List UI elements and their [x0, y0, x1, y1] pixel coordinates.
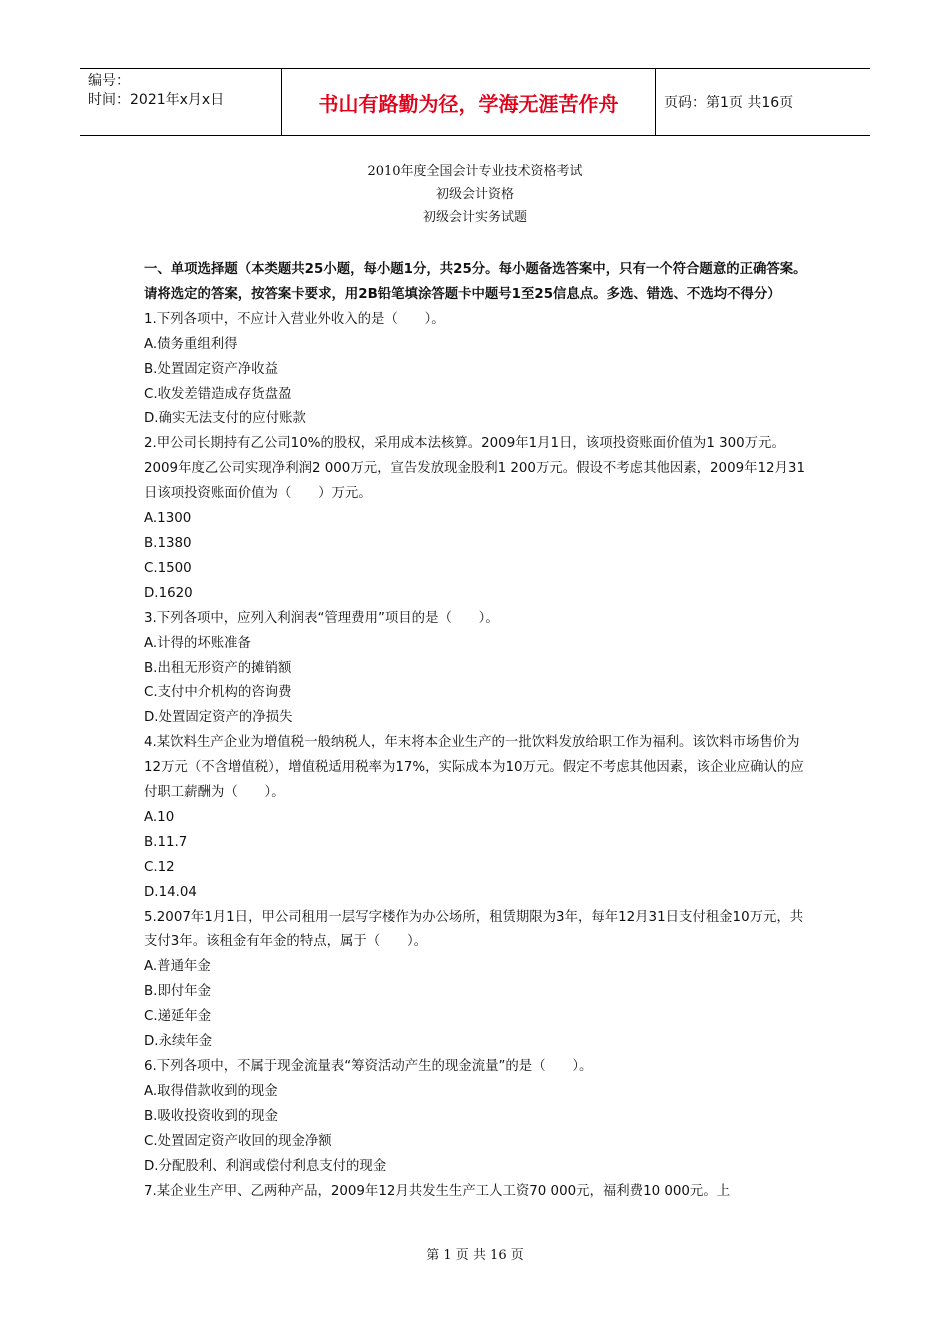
doc-date: 时间：2021年x月x日 [88, 92, 225, 108]
answer-option: A.1300 [144, 511, 192, 527]
doc-code-label: 编号： [88, 73, 130, 89]
answer-option: C.12 [144, 859, 175, 875]
exam-title: 2010年度全国会计专业技术资格考试 [367, 164, 583, 179]
answer-option: B.即付年金 [144, 984, 212, 1000]
answer-option: B.1380 [144, 535, 192, 551]
answer-option: B.处置固定资产净收益 [144, 361, 278, 377]
page-footer [0, 1244, 950, 1263]
document-header [80, 68, 870, 136]
exam-level: 初级会计资格 [435, 187, 514, 202]
answer-option: A.取得借款收到的现金 [144, 1083, 278, 1099]
question-stem: 7.某企业生产甲、乙两种产品，2009年12月共发生生产工人工资70 000元，福利费10 000元。上 [144, 1183, 731, 1199]
answer-option: D.14.04 [144, 884, 197, 900]
answer-option: C.支付中介机构的咨询费 [144, 685, 292, 701]
question-stem: 5.2007年1月1日，甲公司租用一层写字楼作为办公场所，租赁期限为3年，每年12月31日支付租金10万元，共支付3年。该租金有年金的特点，属于（ ）。 [144, 909, 804, 950]
exam-titles [80, 160, 870, 229]
answer-option: D.确实无法支付的应付账款 [144, 411, 306, 427]
answer-option: C.递延年金 [144, 1009, 212, 1025]
motto-text: 书山有路勤为径，学海无涯苦作舟 [318, 91, 619, 116]
answer-option: D.1620 [144, 585, 193, 601]
answer-option: B.出租无形资产的摊销额 [144, 660, 292, 676]
header-page-cell [656, 69, 870, 135]
question-stem: 3.下列各项中，应列入利润表“管理费用”项目的是（ ）。 [144, 610, 499, 626]
section-heading: 一、单项选择题（本类题共25小题，每小题1分，共25分。每小题备选答案中，只有一个符合题意的正确答案。请将选定的答案，按答案卡要求，用2B铅笔填涂答题卡中题号1至25信息点。多选、错选、不选均不得分） [144, 262, 807, 302]
answer-option: A.债务重组利得 [144, 336, 238, 352]
answer-option: A.计得的坏账准备 [144, 635, 251, 651]
answer-option: D.分配股利、利润或偿付利息支付的现金 [144, 1158, 387, 1174]
answer-option: B.吸收投资收到的现金 [144, 1108, 278, 1124]
answer-option: C.1500 [144, 560, 192, 576]
header-page-info: 页码：第1页 共16页 [664, 95, 794, 111]
answer-option: D.永续年金 [144, 1034, 213, 1050]
answer-option: C.处置固定资产收回的现金净额 [144, 1133, 332, 1149]
answer-option: D.处置固定资产的净损失 [144, 710, 293, 726]
header-motto-cell [282, 69, 656, 135]
answer-option: A.普通年金 [144, 959, 211, 975]
exam-subject: 初级会计实务试题 [422, 210, 527, 225]
question-stem: 4.某饮料生产企业为增值税一般纳税人，年末将本企业生产的一批饮料发放给职工作为福利。该饮料市场售价为12万元（不含增值税），增值税适用税率为17%，实际成本为10万元。假定不考虑其他因素，该企业应确认的应付职工薪酬为（ ）。 [144, 735, 804, 801]
question-stem: 1.下列各项中，不应计入营业外收入的是（ ）。 [144, 311, 445, 327]
question-stem: 6.下列各项中，不属于现金流量表“筹资活动产生的现金流量”的是（ ）。 [144, 1059, 593, 1074]
exam-content [144, 258, 816, 1204]
question-list [144, 308, 816, 1205]
answer-option: B.11.7 [144, 834, 188, 850]
answer-option: A.10 [144, 809, 175, 825]
answer-option: C.收发差错造成存货盘盈 [144, 386, 292, 402]
question-stem: 2.甲公司长期持有乙公司10%的股权，采用成本法核算。2009年1月1日，该项投资账面价值为1 300万元。2009年度乙公司实现净利润2 000万元，宣告发放现金股利1 200万元。假设不考虑其他因素，2009年12月31日该项投资账面价值为（ ）万元。 [144, 436, 805, 502]
footer-page-number: 第 1 页 共 16 页 [426, 1248, 524, 1263]
header-meta-cell [80, 69, 282, 135]
